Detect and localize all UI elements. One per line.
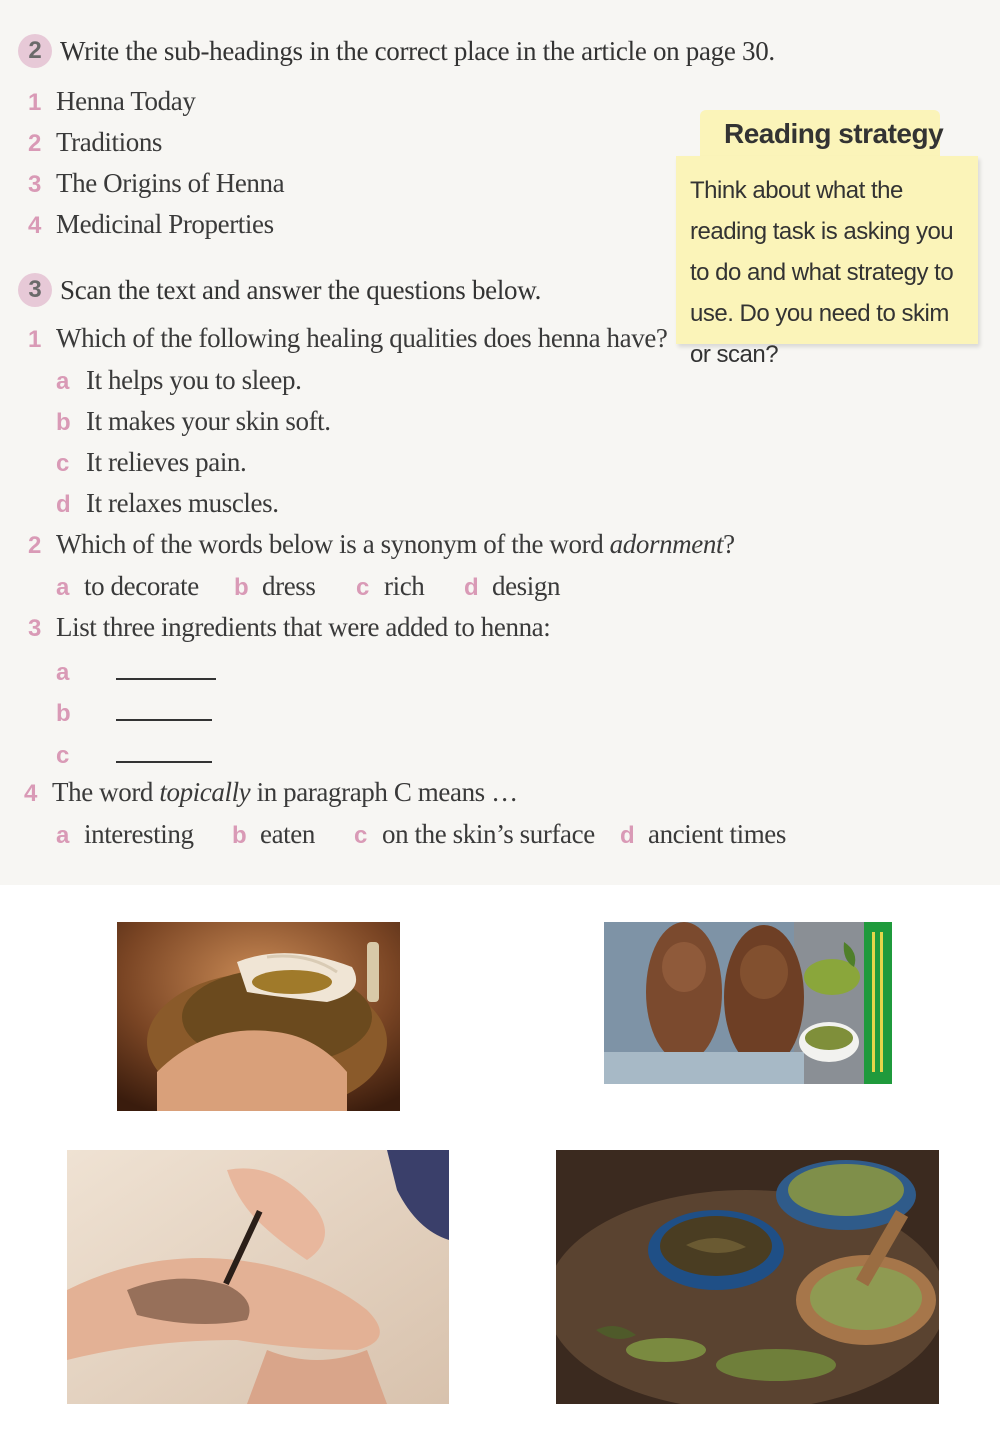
reading-strategy-text: Think about what the reading task is asking you to do and what strategy to use. Do you need to skim or scan? (690, 177, 954, 368)
henna-feet-illustration (604, 922, 892, 1084)
question-number: 1 (28, 326, 42, 353)
subheading-item (28, 127, 162, 158)
answer-option[interactable] (56, 406, 331, 437)
question-number: 2 (28, 532, 42, 559)
option-text: It relaxes muscles. (86, 488, 279, 518)
exercise-number-badge: 2 (18, 34, 52, 68)
item-text: Traditions (56, 127, 163, 157)
answer-option[interactable] (56, 447, 246, 478)
henna-hair-illustration (117, 922, 400, 1111)
option-letter: a (56, 822, 70, 849)
option-text: dress (262, 571, 316, 601)
question-4 (24, 777, 518, 808)
question-text-end: ? (723, 529, 735, 559)
answer-option[interactable] (464, 571, 560, 602)
option-text: It makes your skin soft. (86, 406, 331, 436)
question-keyword: adornment (609, 529, 724, 559)
question-2-options (56, 571, 560, 602)
question-1 (28, 323, 668, 354)
option-letter: d (620, 822, 635, 849)
question-4-options (56, 819, 786, 850)
option-text: It relieves pain. (86, 447, 247, 477)
exercise-instruction: Scan the text and answer the questions below. (60, 274, 542, 305)
option-letter: b (56, 700, 71, 727)
option-letter: b (234, 574, 249, 601)
option-text: eaten (260, 819, 315, 849)
option-letter: c (354, 822, 368, 849)
answer-option[interactable] (232, 819, 354, 850)
question-3 (28, 612, 550, 643)
option-letter: a (56, 368, 70, 395)
question-text (56, 529, 735, 560)
option-letter: d (56, 491, 71, 518)
option-letter: b (232, 822, 247, 849)
option-letter: b (56, 409, 71, 436)
item-number: 3 (28, 171, 42, 198)
answer-option[interactable] (56, 488, 279, 519)
question-text: Which of the following healing qualities does henna have? (56, 323, 668, 353)
question-number: 3 (28, 615, 42, 642)
option-text: to decorate (84, 571, 199, 601)
answer-option[interactable] (56, 365, 301, 396)
question-number: 4 (24, 780, 38, 807)
henna-hand-illustration (67, 1150, 449, 1404)
option-letter: d (464, 574, 479, 601)
option-letter: c (356, 574, 370, 601)
option-text: ancient times (648, 819, 787, 849)
exercise-3-header (18, 273, 541, 307)
answer-option[interactable] (356, 571, 464, 602)
item-number: 2 (28, 130, 42, 157)
henna-hand-photo (67, 1150, 449, 1404)
question-text (52, 777, 518, 808)
answer-blank[interactable] (116, 676, 216, 680)
answer-blank-row (56, 737, 212, 770)
exercise-instruction: Write the sub-headings in the correct place in the article on page 30. (60, 35, 775, 66)
subheading-item (28, 86, 195, 117)
option-text: design (492, 571, 561, 601)
question-text-end: in paragraph C means … (250, 777, 518, 807)
option-letter: c (56, 742, 70, 769)
exercise-number-badge: 3 (18, 273, 52, 307)
henna-powder-illustration (556, 1150, 939, 1404)
item-text: The Origins of Henna (56, 168, 285, 198)
question-keyword: topically (159, 777, 251, 807)
option-letter: a (56, 574, 70, 601)
henna-feet-photo (604, 922, 892, 1084)
answer-blank-row (56, 695, 212, 728)
answer-option[interactable] (234, 571, 356, 602)
henna-hair-photo (117, 922, 400, 1111)
item-text: Medicinal Properties (56, 209, 274, 239)
question-text: List three ingredients that were added to henna: (56, 612, 551, 642)
item-text: Henna Today (56, 86, 196, 116)
answer-blank-row (56, 654, 216, 687)
item-number: 1 (28, 89, 42, 116)
answer-blank[interactable] (116, 759, 212, 763)
question-text-start: The word (52, 777, 160, 807)
option-letter: c (56, 450, 70, 477)
question-text-start: Which of the words below is a synonym of the word (56, 529, 610, 559)
item-number: 4 (28, 212, 42, 239)
answer-blank[interactable] (116, 717, 212, 721)
answer-option[interactable] (620, 819, 786, 850)
answer-option[interactable] (354, 819, 620, 850)
option-text: interesting (84, 819, 194, 849)
question-2 (28, 529, 735, 560)
option-letter: a (56, 659, 70, 686)
subheading-item (28, 168, 284, 199)
subheading-item (28, 209, 274, 240)
exercise-2-header (18, 34, 775, 68)
answer-option[interactable] (56, 571, 234, 602)
reading-strategy-title: Reading strategy (724, 118, 944, 149)
henna-powder-photo (556, 1150, 939, 1404)
option-text: rich (384, 571, 425, 601)
option-text: It helps you to sleep. (86, 365, 302, 395)
answer-option[interactable] (56, 819, 232, 850)
option-text: on the skin’s surface (382, 819, 595, 849)
